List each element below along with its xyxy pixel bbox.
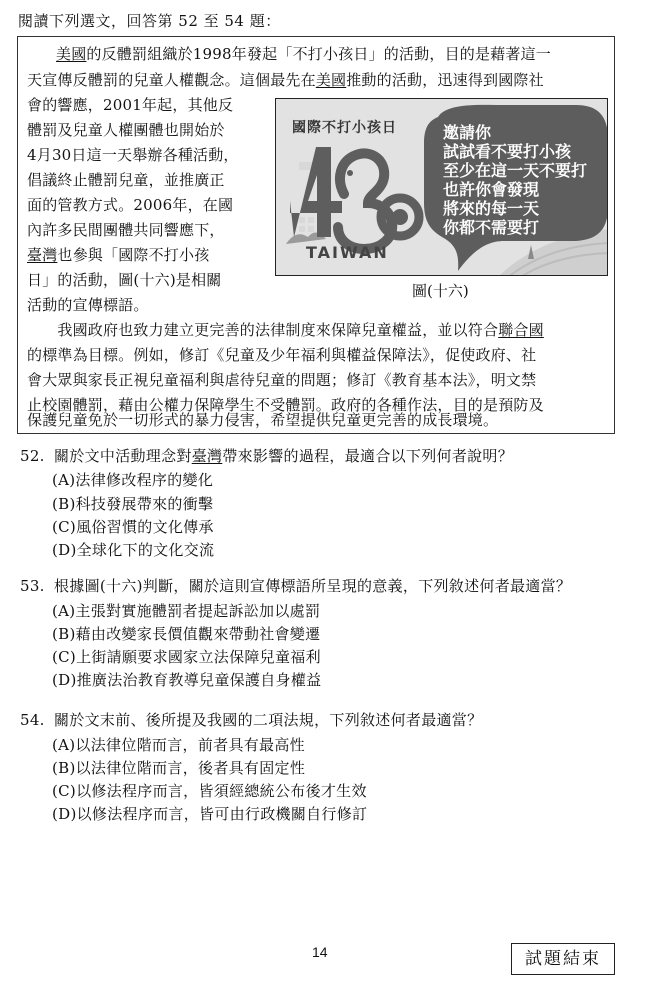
passage-line-13: 的標準為目標。例如，修訂《兒童及少年福利與權益保障法》，促使政府、社	[27, 346, 537, 364]
option-54-a[interactable]: (A)以法律位階而言，前者具有最高性	[52, 736, 305, 754]
slogan-line-1: 邀請你	[443, 123, 492, 142]
figure-caption: 圖(十六)	[412, 282, 469, 300]
question-54: 54. 關於文末前、後所提及我國的二項法規，下列敘述何者最適當？	[20, 711, 483, 729]
option-53-c[interactable]: (C)上街請願要求國家立法保障兒童福利	[52, 648, 321, 666]
passage-line-16: 保護兒童免於一切形式的暴力侵害，希望提供兒童更完善的成長環境。	[27, 411, 499, 429]
page-number: 14	[312, 944, 328, 960]
term-usa: 美國	[56, 45, 87, 63]
passage-line-8: 內許多民間團體共同響應下，	[27, 221, 225, 239]
slogan-line-3: 至少在這一天不要打	[443, 161, 588, 180]
poster-figure	[275, 98, 608, 276]
end-of-exam-label: 試題結束	[511, 943, 615, 975]
option-53-d[interactable]: (D)推廣法治教育教導兒童保護自身權益	[52, 671, 322, 689]
question-number: 54.	[20, 711, 45, 729]
option-52-b[interactable]: (B)科技發展帶來的衝擊	[52, 495, 214, 513]
term-un: 聯合國	[498, 321, 544, 339]
option-54-d[interactable]: (D)以修法程序而言，皆可由行政機關自行修訂	[52, 805, 368, 823]
option-53-a[interactable]: (A)主張對實施體罰者提起訴訟加以處罰	[52, 602, 321, 620]
poster-slogan	[443, 123, 587, 237]
option-52-c[interactable]: (C)風俗習慣的文化傳承	[52, 518, 214, 536]
poster-country: TAIWAN	[306, 243, 389, 262]
reading-instruction: 閱讀下列選文，回答第 52 至 54 題：	[18, 12, 281, 30]
option-52-d[interactable]: (D)全球化下的文化交流	[52, 541, 215, 559]
passage-line-3: 會的響應，2001年起，其他反	[27, 96, 234, 114]
passage-line-10: 日」的活動，圖(十六)是相關	[27, 271, 222, 289]
passage-line-6: 倡議終止體罰兒童，並推廣正	[27, 171, 225, 189]
term-usa: 美國	[315, 71, 347, 89]
question-52: 52. 關於文中活動理念對臺灣帶來影響的過程，最適合以下列何者說明？	[20, 447, 514, 465]
slogan-line-6: 你都不需要打	[443, 218, 540, 237]
passage-line-14: 會大眾與家長正視兒童福利與虐待兒童的問題；修訂《教育基本法》，明文禁	[27, 371, 537, 389]
passage-line-5: 4月30日這一天舉辦各種活動，	[27, 146, 239, 164]
passage-line-1: 美國的反體罰組織於1998年發起「不打小孩日」的活動，目的是藉著這一	[56, 45, 551, 63]
slogan-line-5: 將來的每一天	[443, 199, 540, 218]
term-taiwan: 臺灣	[191, 447, 223, 465]
question-53: 53. 根據圖(十六)判斷，關於這則宣傳標語所呈現的意義，下列敘述何者最適當？	[20, 577, 572, 595]
passage-line-11: 活動的宣傳標語。	[27, 296, 149, 314]
passage-line-15: 止校園體罰，藉由公權力保障學生不受體罰。政府的各種作法，目的是預防及	[27, 396, 544, 414]
option-52-a[interactable]: (A)法律修改程序的變化	[52, 471, 214, 489]
option-53-b[interactable]: (B)藉由改變家長價值觀來帶動社會變遷	[52, 625, 321, 643]
option-54-b[interactable]: (B)以法律位階而言，後者具有固定性	[52, 759, 306, 777]
slogan-line-4: 也許你會發現	[443, 180, 540, 199]
passage-line-12: 我國政府也致力建立更完善的法律制度來保障兒童權益，並以符合聯合國	[27, 321, 544, 339]
passage-line-4: 體罰及兒童人權團體也開始於	[27, 121, 225, 139]
question-number: 52.	[20, 447, 45, 465]
passage-line-9: 臺灣也參與「國際不打小孩	[27, 246, 210, 264]
poster-title: 國際不打小孩日	[292, 120, 397, 136]
passage-line-2: 天宣傳反體罰的兒童人權觀念。這個最先在美國推動的活動，迅速得到國際社	[27, 71, 544, 89]
term-taiwan: 臺灣	[27, 246, 58, 264]
question-number: 53.	[20, 577, 45, 595]
passage-line-7: 面的管教方式。2006年，在國	[27, 196, 234, 214]
slogan-line-2: 試試看不要打小孩	[443, 142, 572, 161]
option-54-c[interactable]: (C)以修法程序而言，皆須經總統公布後才生效	[52, 782, 367, 800]
